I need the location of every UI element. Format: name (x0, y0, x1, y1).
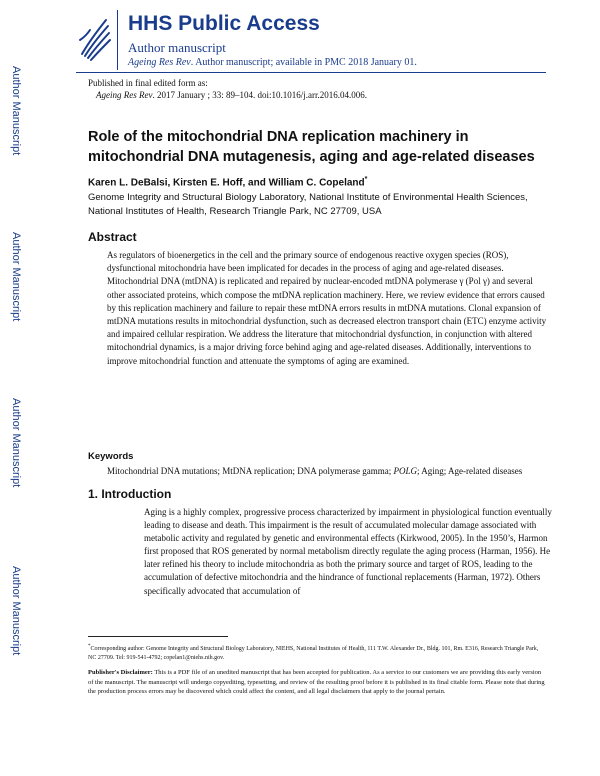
hhs-eagle-logo-icon (76, 10, 112, 64)
footnote-text: Corresponding author: Genome Integrity and Structural Biology Laboratory, NIEHS, National Institutes of Health, 111 T.W. Alexander Dr., Bldg. 101, Rm. E316, Research Triangle Park, NC 27709. Tel: 919-541-4792; copelan1@niehs.nih.gov. (88, 646, 539, 661)
keywords-heading: Keywords (88, 451, 134, 462)
footnote-mark: * (88, 644, 91, 649)
abstract-heading: Abstract (88, 230, 137, 244)
author-footnote-mark: * (364, 176, 368, 183)
side-label-author-manuscript: Author Manuscript (10, 66, 22, 156)
header-divider-vertical (117, 10, 118, 70)
keywords-part1: Mitochondrial DNA mutations; MtDNA replication; DNA polymerase gamma; (107, 466, 394, 476)
header-divider (76, 72, 546, 73)
authors-text: Karen L. DeBalsi, Kirsten E. Hoff, and William C. Copeland (88, 177, 365, 189)
introduction-heading: 1. Introduction (88, 487, 172, 501)
author-list (88, 176, 367, 188)
citation-journal: Ageing Res Rev (96, 90, 153, 100)
side-label-author-manuscript: Author Manuscript (10, 398, 22, 488)
availability-line (128, 57, 417, 68)
hhs-title: HHS Public Access (128, 12, 320, 35)
keywords-list (107, 465, 527, 478)
keywords-italic: POLG (393, 466, 417, 476)
availability-text: . Author manuscript; available in PMC 2018 January 01. (190, 57, 417, 68)
publisher-disclaimer (88, 668, 548, 697)
introduction-text: Aging is a highly complex, progressive process characterized by impairment in physiological function eventually leading to disease and death. This impairment is the result of accumulated molecular damage associated with metabolic activity and regulated by genetic and environmental effects (Kirkwood, 2005). In the 1950’s, Harmon first proposed that ROS generated by normal metabolism directly regulate the aging process (Harman, 1956). He later refined his theory to include mitochondria as both the primary source and target of ROS, leading to the accumulation of defective mitochondria and the hindrance of functional replacements (Harman, 1972). Others specifically advocated that accumulation of (144, 507, 552, 596)
side-label-author-manuscript: Author Manuscript (10, 566, 22, 656)
keywords-part2: ; Aging; Age-related diseases (416, 466, 523, 476)
availability-journal: Ageing Res Rev (128, 57, 191, 68)
disclaimer-text: This is a PDF file of an unedited manuscript that has been accepted for publication. As a service to our customers we are providing this early version of the manuscript. The manuscript will undergo copyediting, typesetting, and review of the resulting proof before it is published in its final citable form. Please note that during the production process errors may be discovered which could affect the content, and all legal disclaimers that apply to the journal pertain. (88, 669, 545, 695)
published-note: Published in final edited form as: (88, 78, 208, 88)
footnote-divider (88, 636, 228, 637)
citation-details: . 2017 January ; 33: 89–104. doi:10.1016/j.arr.2016.04.006. (152, 90, 367, 100)
article-title: Role of the mitochondrial DNA replication machinery in mitochondrial DNA mutagenesis, aging and age-related diseases (88, 129, 535, 165)
corresponding-author-footnote (88, 642, 548, 663)
manuscript-type: Author manuscript (128, 40, 226, 55)
abstract-text: As regulators of bioenergetics in the cell and the primary source of endogenous reactive oxygen species (ROS), dysfunctional mitochondria have been implicated for decades in the process of aging and age-related diseases. Mitochondrial DNA (mtDNA) is replicated and repaired by nuclear-encoded mtDNA polymerase γ (Pol γ) and several other associated proteins, which compose the mtDNA replication machinery. Here, we review evidence that errors caused by this replication machinery and failure to repair these mtDNA errors results in mtDNA mutations. Clonal expansion of mtDNA mutations results in mitochondrial dysfunction, such as decreased electron transport chain (ETC) enzyme activity and impaired cellular respiration. We address the literature that mitochondrial dysfunction, in conjunction with altered mitochondrial dynamics, is a major driving force behind aging and age-related diseases. Additionally, interventions to improve mitochondrial function and attenuate the symptoms of aging are examined. (107, 250, 547, 366)
affiliation: Genome Integrity and Structural Biology Laboratory, National Institute of Environmental Health Sciences, National Institutes of Health, Research Triangle Park, NC 27709, USA (88, 192, 528, 217)
citation-line (96, 90, 367, 100)
side-label-author-manuscript: Author Manuscript (10, 232, 22, 322)
disclaimer-label: Publisher's Disclaimer: (88, 669, 153, 676)
